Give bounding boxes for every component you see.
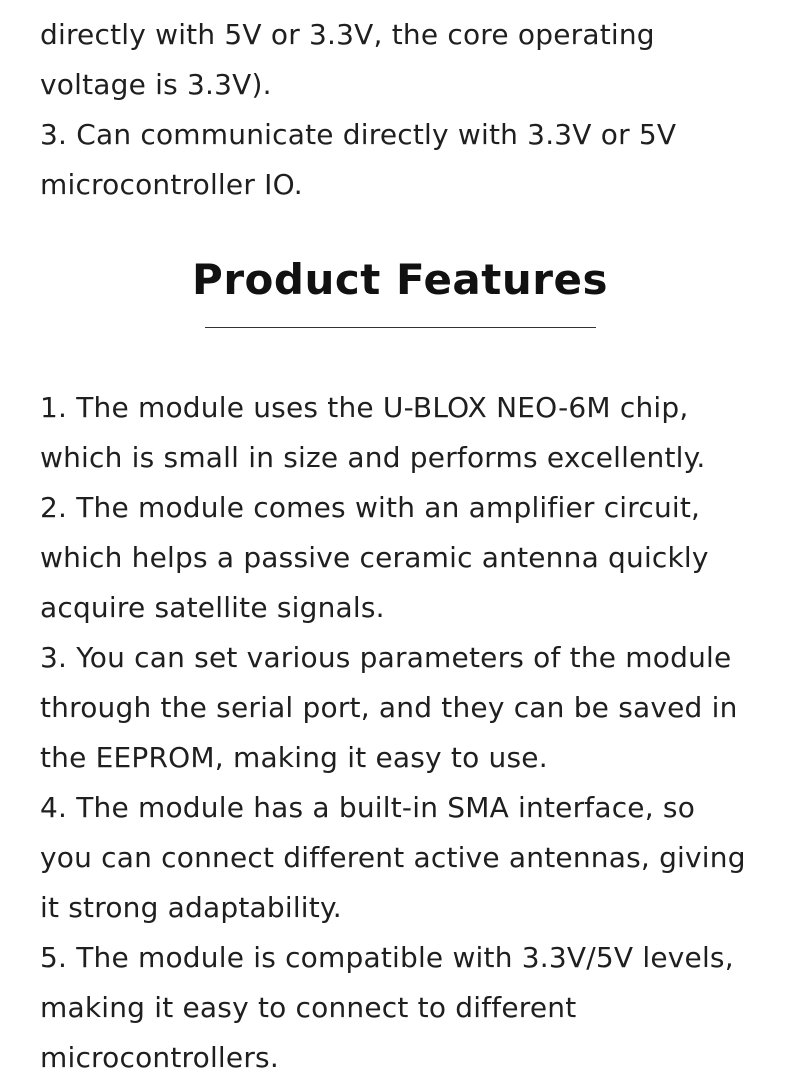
feature-line: 3. You can set various parameters of the module bbox=[40, 641, 732, 674]
intro-line: microcontroller IO. bbox=[40, 168, 303, 201]
feature-line: 5. The module is compatible with 3.3V/5V levels, bbox=[40, 941, 734, 974]
feature-line: you can connect different active antennas, giving bbox=[40, 841, 746, 874]
intro-line: directly with 5V or 3.3V, the core operating bbox=[40, 18, 655, 51]
intro-line: voltage is 3.3V). bbox=[40, 68, 272, 101]
feature-line: which is small in size and performs excellently. bbox=[40, 441, 706, 474]
section-heading: Product Features bbox=[192, 255, 608, 304]
intro-paragraph bbox=[40, 0, 780, 210]
feature-line: acquire satellite signals. bbox=[40, 591, 385, 624]
feature-line: through the serial port, and they can be saved in bbox=[40, 691, 738, 724]
feature-line: 2. The module comes with an amplifier circuit, bbox=[40, 491, 701, 524]
feature-line: 1. The module uses the U-BLOX NEO-6M chip, bbox=[40, 391, 689, 424]
feature-line: 4. The module has a built-in SMA interface, so bbox=[40, 791, 696, 824]
feature-line: it strong adaptability. bbox=[40, 891, 342, 924]
intro-line bbox=[40, 0, 780, 10]
intro-line: 3. Can communicate directly with 3.3V or 5V bbox=[40, 118, 677, 151]
feature-line: the EEPROM, making it easy to use. bbox=[40, 741, 548, 774]
feature-line: which helps a passive ceramic antenna quickly bbox=[40, 541, 709, 574]
heading-divider bbox=[205, 327, 596, 328]
features-list bbox=[40, 383, 780, 1083]
feature-line: microcontrollers. bbox=[40, 1041, 279, 1074]
feature-line: making it easy to connect to different bbox=[40, 991, 577, 1024]
